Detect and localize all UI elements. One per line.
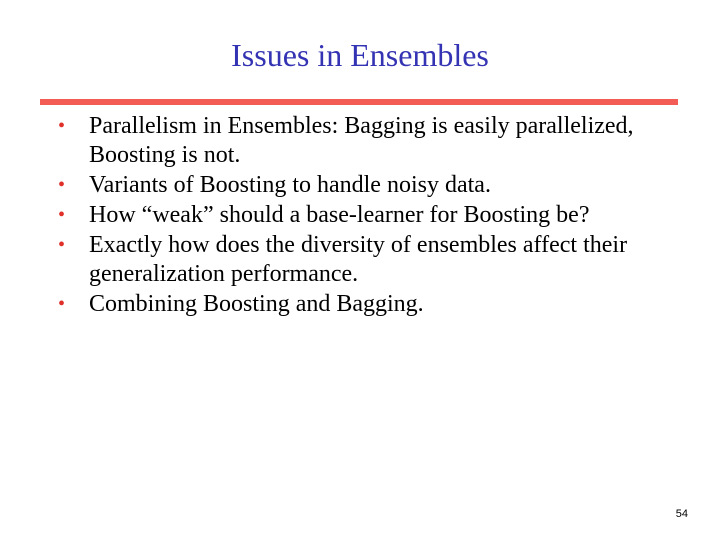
bullet-icon: • — [58, 115, 66, 137]
page-number: 54 — [675, 508, 688, 520]
bullet-text: Parallelism in Ensembles: Bagging is easily parallelized, Boosting is not. — [89, 113, 634, 168]
title-divider — [40, 99, 678, 105]
bullet-icon: • — [58, 293, 66, 315]
bullet-item-weak-learner — [40, 201, 680, 230]
bullet-text: Combining Boosting and Bagging. — [89, 291, 424, 317]
bullet-icon: • — [58, 204, 66, 226]
bullet-text: Variants of Boosting to handle noisy data. — [89, 172, 491, 198]
slide-title: Issues in Ensembles — [231, 37, 489, 73]
bullet-item-diversity — [40, 231, 680, 289]
bullet-item-combining — [40, 290, 680, 319]
bullet-item-variants — [40, 171, 680, 200]
bullet-icon: • — [58, 234, 66, 256]
bullet-text: Exactly how does the diversity of ensembles affect their generalization performance. — [89, 232, 628, 287]
bullet-list — [40, 112, 680, 320]
bullet-text: How “weak” should a base-learner for Boosting be? — [89, 202, 590, 228]
bullet-item-parallelism — [40, 112, 680, 170]
bullet-icon: • — [58, 174, 66, 196]
